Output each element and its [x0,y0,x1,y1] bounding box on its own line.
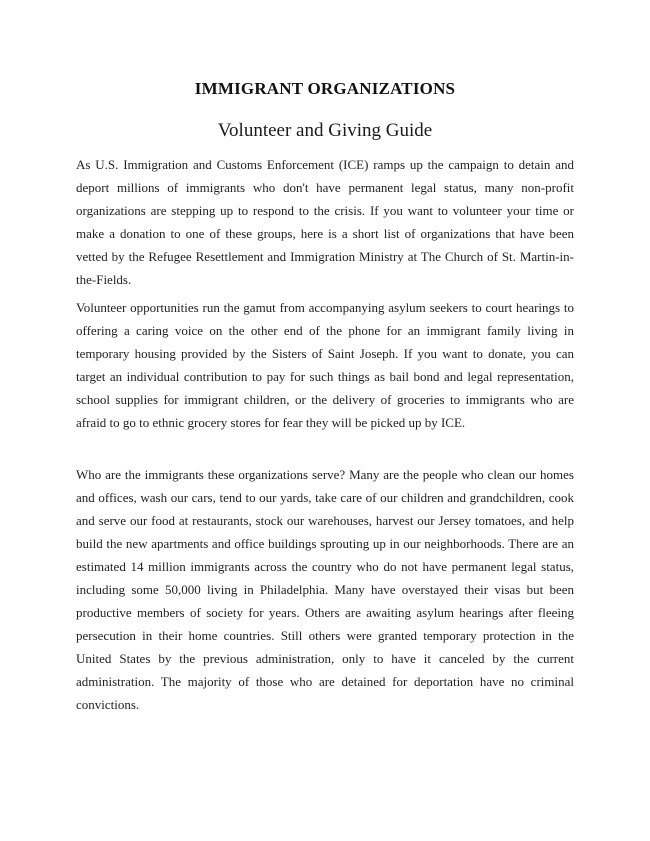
document-title: IMMIGRANT ORGANIZATIONS [194,79,456,98]
document-subtitle: Volunteer and Giving Guide [217,120,433,141]
intro-paragraph: As U.S. Immigration and Customs Enforcement (ICE) ramps up the campaign to detain and deport millions of immigrants who don't have permanent legal status, many non-profit organizations are stepping up to respond to the crisis. If you want to volunteer your time or make a donation to one of these groups, here is a short list of organizations that have been vetted by the Refugee Resettlement and Immigration Ministry at The Church of St. Martin-in-the-Fields. [76,157,574,287]
volunteer-opportunities-paragraph: Volunteer opportunities run the gamut from accompanying asylum seekers to court hearings to offering a caring voice on the other end of the phone for an immigrant family living in temporary housing provided by the Sisters of Saint Joseph. If you want to donate, you can target an individual contribution to pay for such things as bail bond and legal representation, school supplies for immigrant children, or the delivery of groceries to immigrants who are afraid to go to ethnic grocery stores for fear they will be picked up by ICE. [76,300,574,430]
immigrants-served-paragraph: Who are the immigrants these organizations serve? Many are the people who clean our homes and offices, wash our cars, tend to our yards, take care of our children and grandchildren, cook and serve our food at restaurants, stock our warehouses, harvest our Jersey tomatoes, and help build the new apartments and office buildings sprouting up in our neighborhoods. There are an estimated 14 million immigrants across the country who do not have permanent legal status, including some 50,000 living in Philadelphia. Many have overstayed their visas but been productive members of society for years. Others are awaiting asylum hearings after fleeing persecution in their home countries. Still others were granted temporary protection in the United States by the previous administration, only to have it canceled by the current administration. The majority of those who are detained for deportation have no criminal convictions. [76,467,574,712]
